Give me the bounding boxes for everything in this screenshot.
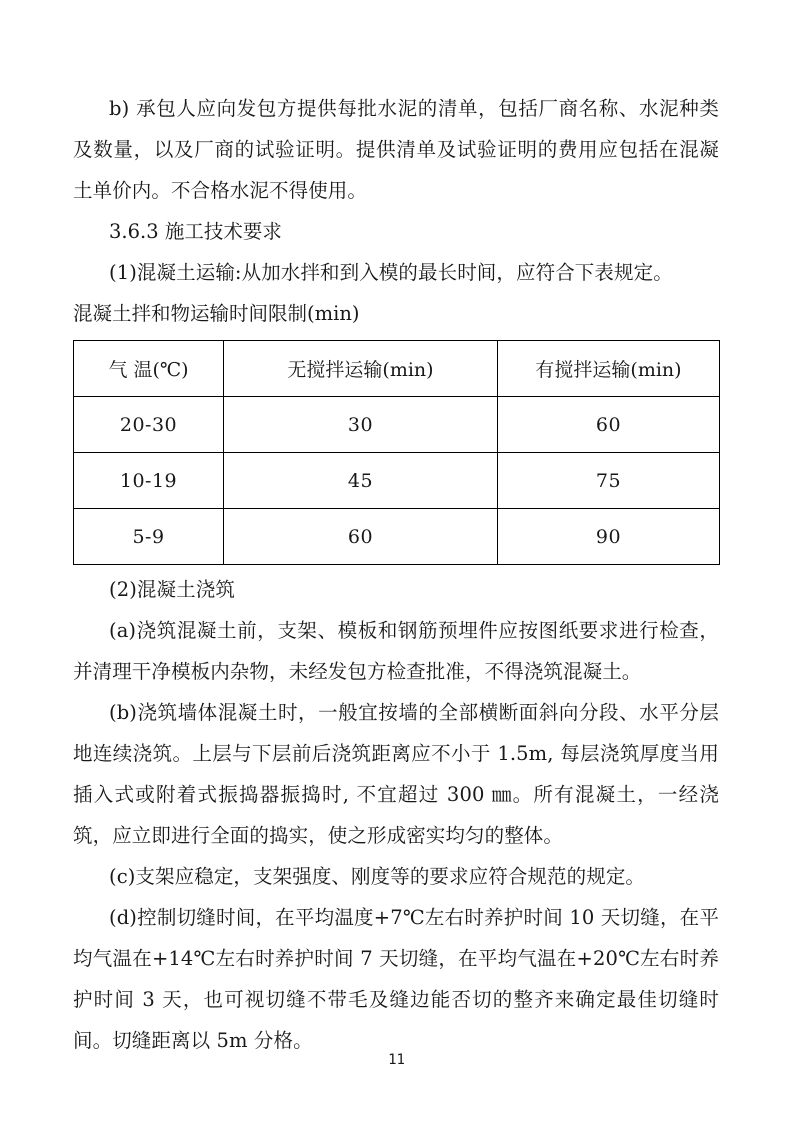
- paragraph-b: b) 承包人应向发包方提供每批水泥的清单，包括厂商名称、水泥种类及数量，以及厂商的试验证明。提供清单及试验证明的费用应包括在混凝土单价内。不合格水泥不得使用。: [73, 97, 719, 202]
- paragraph-b2: (b)浇筑墙体混凝土时，一般宜按墙的全部横断面斜向分段、水平分层地连续浇筑。上层与下层前后浇筑距离应不小于 1.5m, 每层浇筑厚度当用插入式或附着式振捣器振捣时, 不宜超过 300 ㎜。所有混凝土，一经浇筑，应立即进行全面的捣实，使之形成密实均匀的整体。: [73, 701, 719, 847]
- section-heading-3-6-3: 3.6.3 施工技术要求: [109, 220, 282, 243]
- paragraph-1-concrete-transport: (1)混凝土运输:从加水拌和到入模的最长时间，应符合下表规定。: [109, 261, 673, 284]
- table-row: [74, 397, 720, 453]
- table-row: [74, 509, 720, 565]
- table-cell-temperature: 10-19: [74, 453, 224, 509]
- table-cell-no-mixing: 30: [224, 397, 498, 453]
- transport-time-table: [73, 340, 720, 565]
- table-cell-temperature: 5-9: [74, 509, 224, 565]
- table-cell-with-mixing: 60: [498, 397, 720, 453]
- table-cell-with-mixing: 90: [498, 509, 720, 565]
- table-cell-no-mixing: 45: [224, 453, 498, 509]
- table-header-row: [74, 341, 720, 397]
- table-header-cell-with-mixing: 有搅拌运输(min): [498, 341, 720, 397]
- table-header-cell-temperature: 气 温(℃): [74, 341, 224, 397]
- paragraph-a: (a)浇筑混凝土前，支架、模板和钢筋预埋件应按图纸要求进行检查，并清理干净模板内杂物，未经发包方检查批准，不得浇筑混凝土。: [73, 619, 719, 683]
- paragraph-c: (c)支架应稳定，支架强度、刚度等的要求应符合规范的规定。: [109, 865, 646, 888]
- paragraph-2-concrete-pouring: (2)混凝土浇筑: [109, 578, 235, 601]
- transport-time-table-wrapper: [73, 340, 719, 565]
- table-row: [74, 453, 720, 509]
- table-cell-with-mixing: 75: [498, 453, 720, 509]
- table-caption: 混凝土拌和物运输时间限制(min): [73, 302, 360, 325]
- page-number: 11: [388, 1052, 405, 1068]
- page-content: [73, 88, 719, 1061]
- table-cell-no-mixing: 60: [224, 509, 498, 565]
- paragraph-d: (d)控制切缝时间，在平均温度+7℃左右时养护时间 10 天切缝，在平均气温在+14℃左右时养护时间 7 天切缝，在平均气温在+20℃左右时养护时间 3 天，也可视切缝不带毛及缝边能否切的整齐来确定最佳切缝时间。切缝距离以 5m 分格。: [73, 906, 719, 1052]
- table-header-cell-no-mixing: 无搅拌运输(min): [224, 341, 498, 397]
- table-cell-temperature: 20-30: [74, 397, 224, 453]
